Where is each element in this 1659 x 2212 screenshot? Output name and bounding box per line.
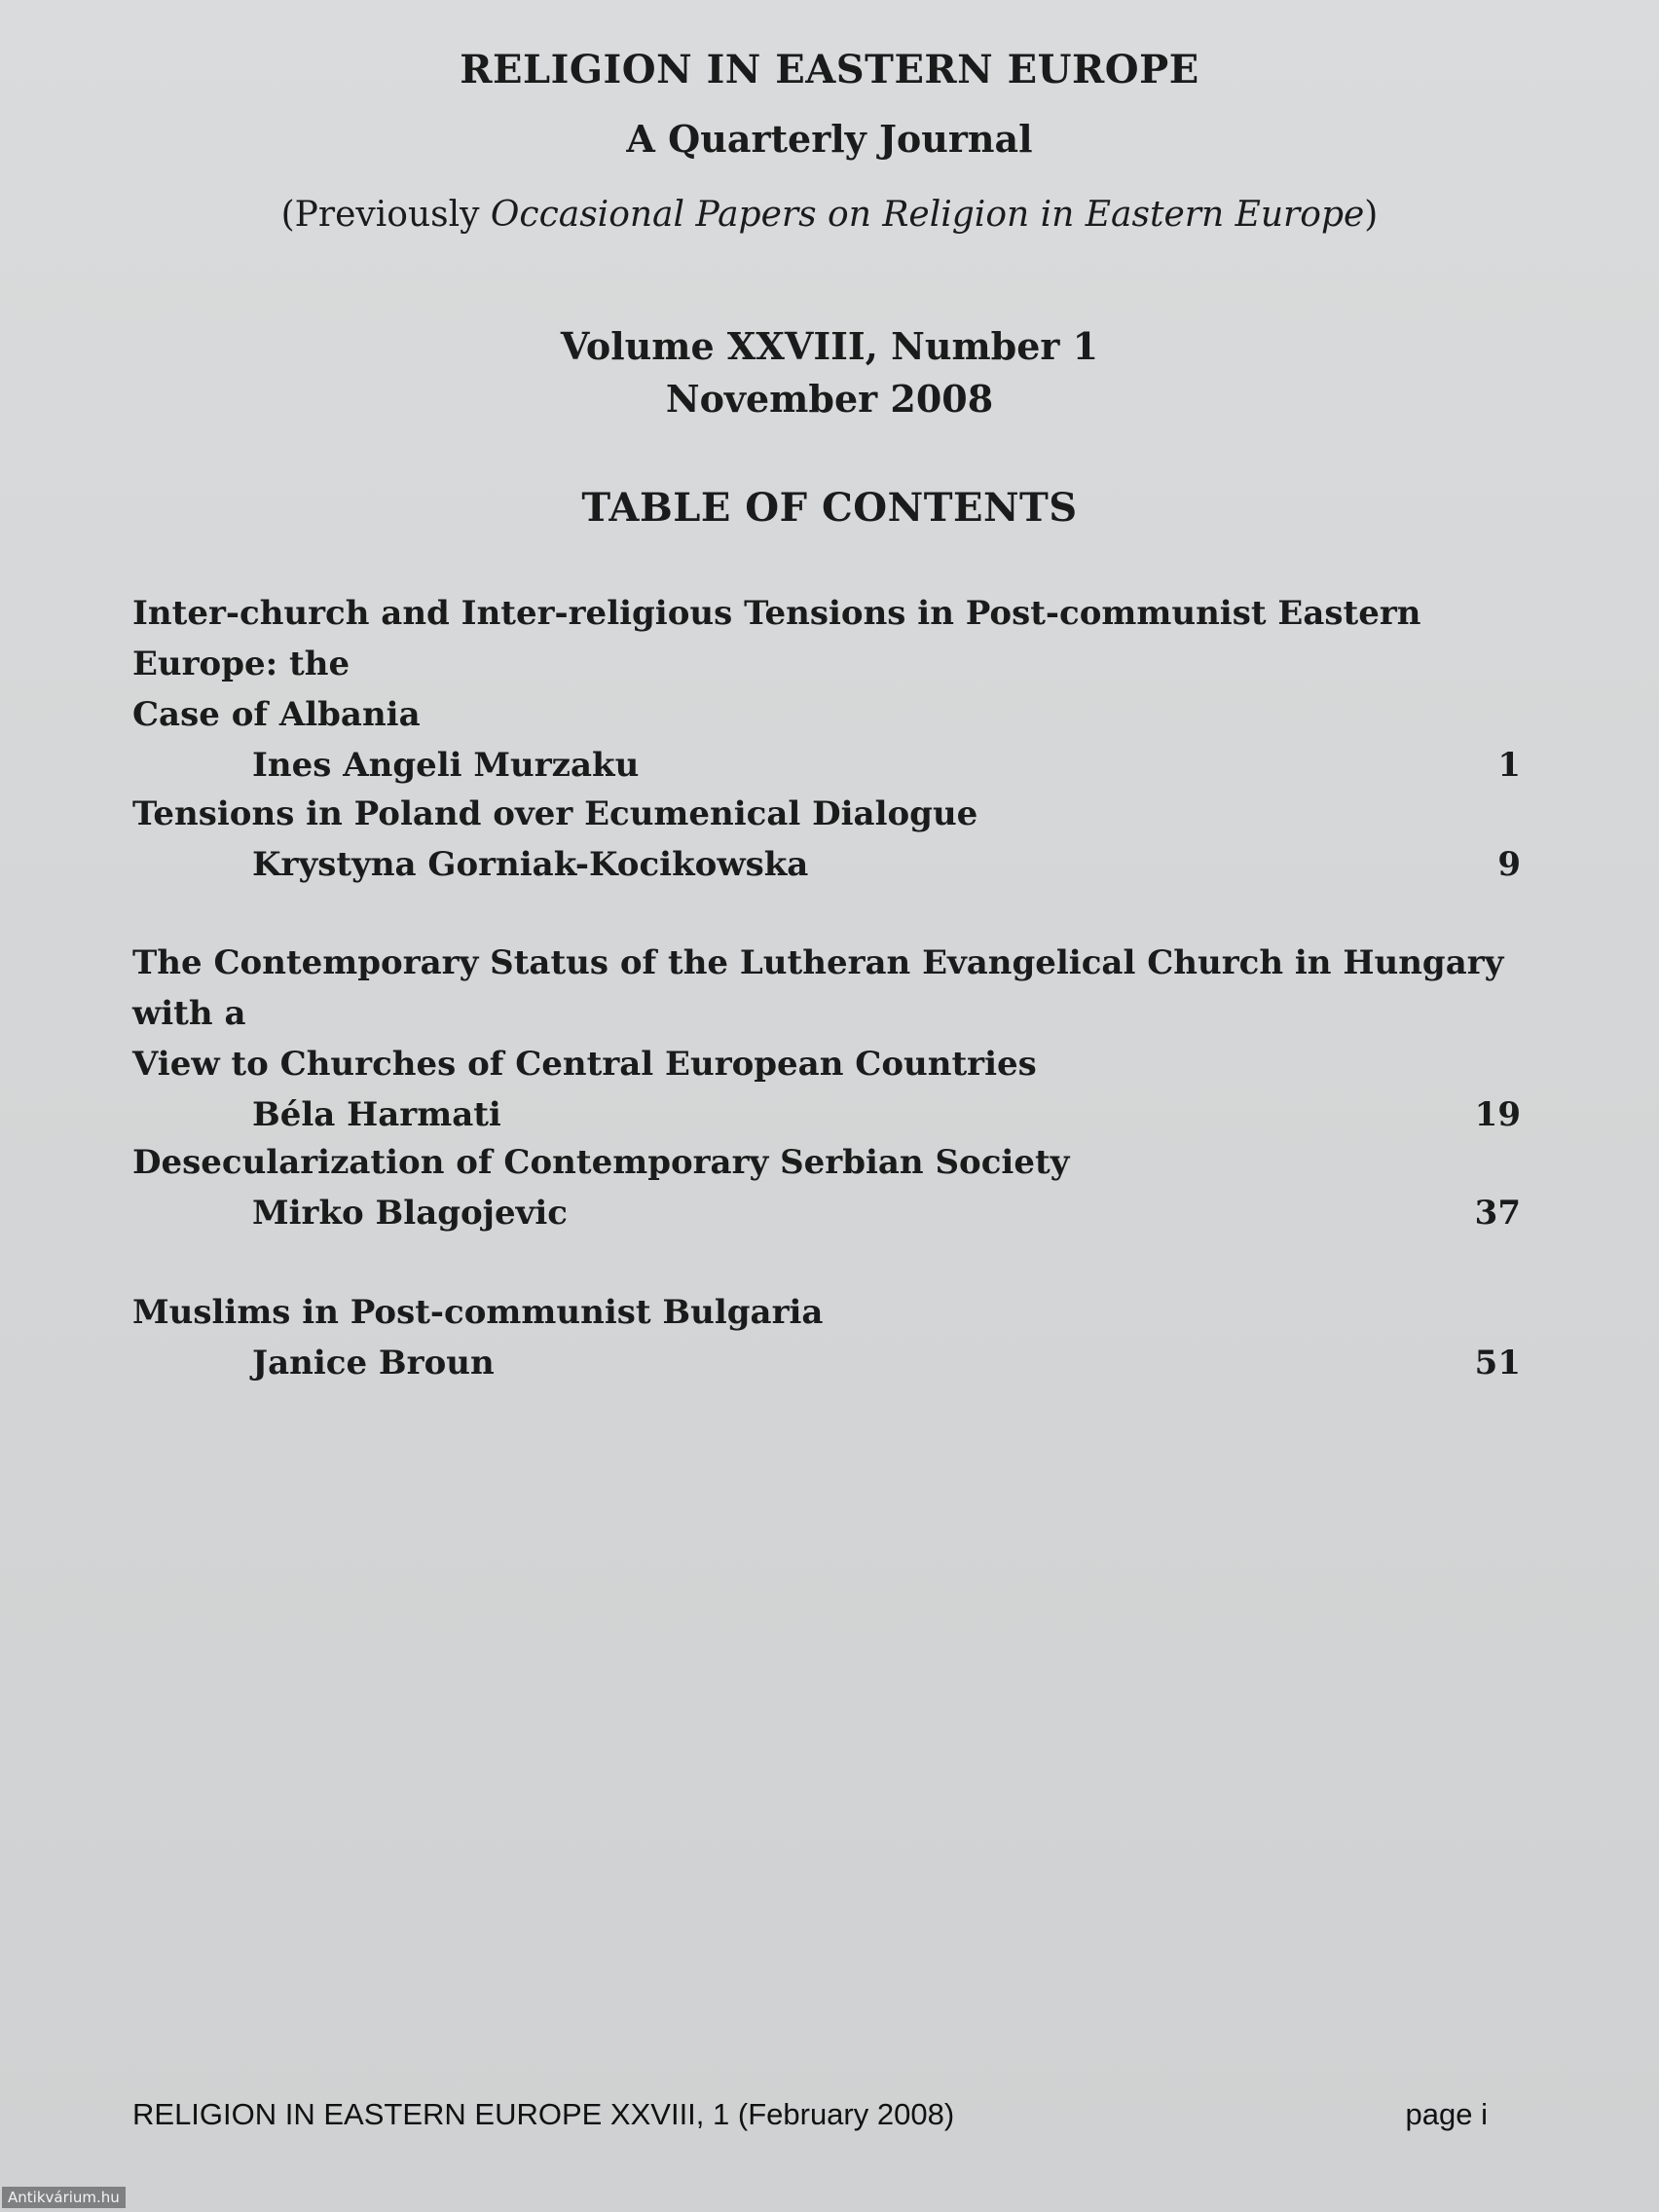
entry-author: Béla Harmati — [252, 1095, 501, 1134]
volume-number: Volume XXVIII, Number 1 — [560, 324, 1099, 368]
entry-title-line: Desecularization of Contemporary Serbian Society — [132, 1143, 1070, 1182]
toc-entry — [132, 1137, 1521, 1238]
footer-page-label: page i — [1405, 2097, 1488, 2131]
entry-title-line: Muslims in Post-communist Bulgaria — [132, 1293, 824, 1332]
entry-author-row — [132, 1338, 1521, 1388]
toc-entry — [132, 1287, 1521, 1388]
previous-title: Occasional Papers on Religion in Eastern Europe — [490, 195, 1365, 235]
toc-entry — [132, 789, 1521, 890]
entry-page-number: 9 — [1497, 845, 1521, 884]
entry-author: Janice Broun — [252, 1344, 495, 1382]
watermark-label: Antikvárium.hu — [2, 2187, 126, 2208]
entry-author: Mirko Blagojevic — [252, 1194, 568, 1233]
entry-page-number: 37 — [1474, 1194, 1521, 1233]
toc-entry — [132, 938, 1521, 1140]
entry-title-line: Tensions in Poland over Ecumenical Dialogue — [132, 794, 978, 833]
entry-author: Ines Angeli Murzaku — [252, 746, 640, 785]
entry-author-row — [132, 1188, 1521, 1238]
entry-author-row — [132, 1089, 1521, 1140]
journal-subtitle: A Quarterly Journal — [626, 117, 1033, 161]
issue-date: November 2008 — [665, 377, 994, 421]
journal-title: RELIGION IN EASTERN EUROPE — [460, 47, 1199, 92]
footer-citation: RELIGION IN EASTERN EUROPE XXVIII, 1 (February 2008) — [132, 2097, 955, 2131]
entry-page-number: 19 — [1474, 1095, 1521, 1134]
previous-title-note — [0, 195, 1659, 235]
entry-page-number: 1 — [1497, 746, 1521, 785]
entry-title-line: The Contemporary Status of the Lutheran Evangelical Church in Hungary with a — [132, 943, 1504, 1033]
toc-entry — [132, 588, 1521, 791]
toc-heading: TABLE OF CONTENTS — [581, 485, 1078, 531]
entry-page-number: 51 — [1474, 1344, 1521, 1382]
entry-author-row — [132, 740, 1521, 791]
entry-title-line: Case of Albania — [132, 695, 421, 734]
entry-title-line: Inter-church and Inter-religious Tensions in Post-communist Eastern Europe: the — [132, 594, 1421, 683]
previous-prefix: (Previously — [280, 195, 491, 235]
entry-title-line: View to Churches of Central European Countries — [132, 1045, 1037, 1084]
previous-suffix: ) — [1364, 195, 1379, 235]
entry-author: Krystyna Gorniak-Kocikowska — [252, 845, 809, 884]
entry-author-row — [132, 839, 1521, 890]
